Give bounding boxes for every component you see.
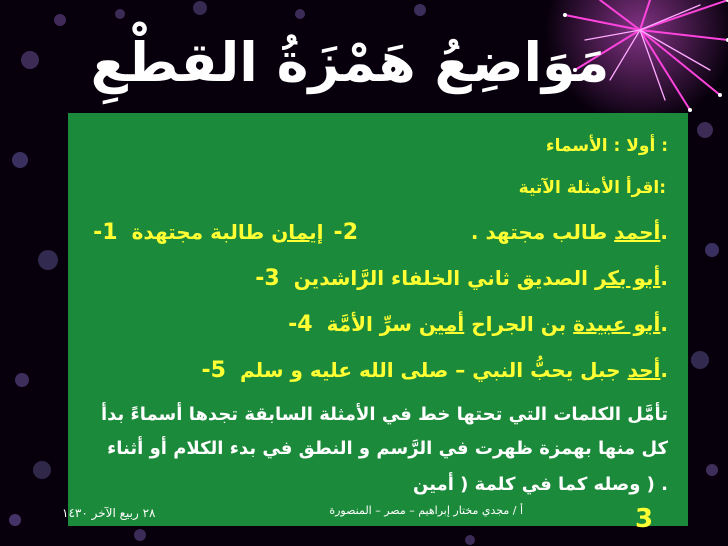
section-heading: : أولا : الأسماء (545, 136, 668, 156)
example-bullet: . (660, 312, 668, 336)
slide-title: مَوَاضِعُ هَمْزَةُ القطْعِ (90, 31, 610, 94)
example-text: طالب مجتهد . (470, 220, 615, 244)
example-number: 5- (201, 358, 226, 383)
example-text: جبل يحبُّ النبي – صلى الله عليه و سلم (239, 358, 628, 382)
example-row-4 (288, 312, 668, 337)
example-name-underlined: أحد (627, 358, 661, 382)
example-name-underlined: أحمد (614, 220, 661, 244)
example-text: الصديق ثاني الخلفاء الرَّاشدين (293, 266, 595, 290)
example-name-underlined: إيمان (271, 220, 324, 244)
note-line-1: تأمَّل الكلمات التي تحتها خط في الأمثلة السابقة تجدها أسماءً بدأ (100, 404, 668, 425)
example-bullet: . (660, 358, 668, 382)
example-number: 4- (288, 312, 313, 337)
example-row-3 (255, 266, 668, 291)
footer-author: أ / مجدي مختار إبراهيم – مصر – المنصورة (329, 504, 523, 517)
example-text: طالبة مجتهدة (131, 220, 272, 244)
instruction-text: :اقرأ الأمثلة الآتية (518, 178, 666, 198)
example-name-underlined: أمين (418, 312, 465, 336)
example-text: بن الجراح (464, 312, 574, 336)
note-line-2: كل منها بهمزة ظهرت في الرَّسم و النطق في بدء الكلام أو أثناء (107, 438, 668, 459)
example-bullet: . (660, 220, 668, 244)
example-name-underlined: أبو بكر (594, 266, 661, 290)
example-row-1 (471, 220, 668, 244)
example-bullet: . (660, 266, 668, 290)
example-number: 2- (333, 220, 358, 245)
example-number: 3- (255, 266, 280, 291)
page-number: 3 (634, 504, 654, 534)
example-row-5 (202, 358, 668, 383)
example-row-1b (93, 220, 358, 245)
footer-date: ٢٨ ربيع الآخر ١٤٣٠ (62, 506, 156, 520)
example-number: 1- (93, 220, 118, 245)
example-name-underlined: أبو عبيدة (573, 312, 661, 336)
example-text: سرِّ الأمَّة (326, 312, 419, 336)
note-line-3: . ( وصله كما في كلمة ( أمين (413, 474, 668, 495)
